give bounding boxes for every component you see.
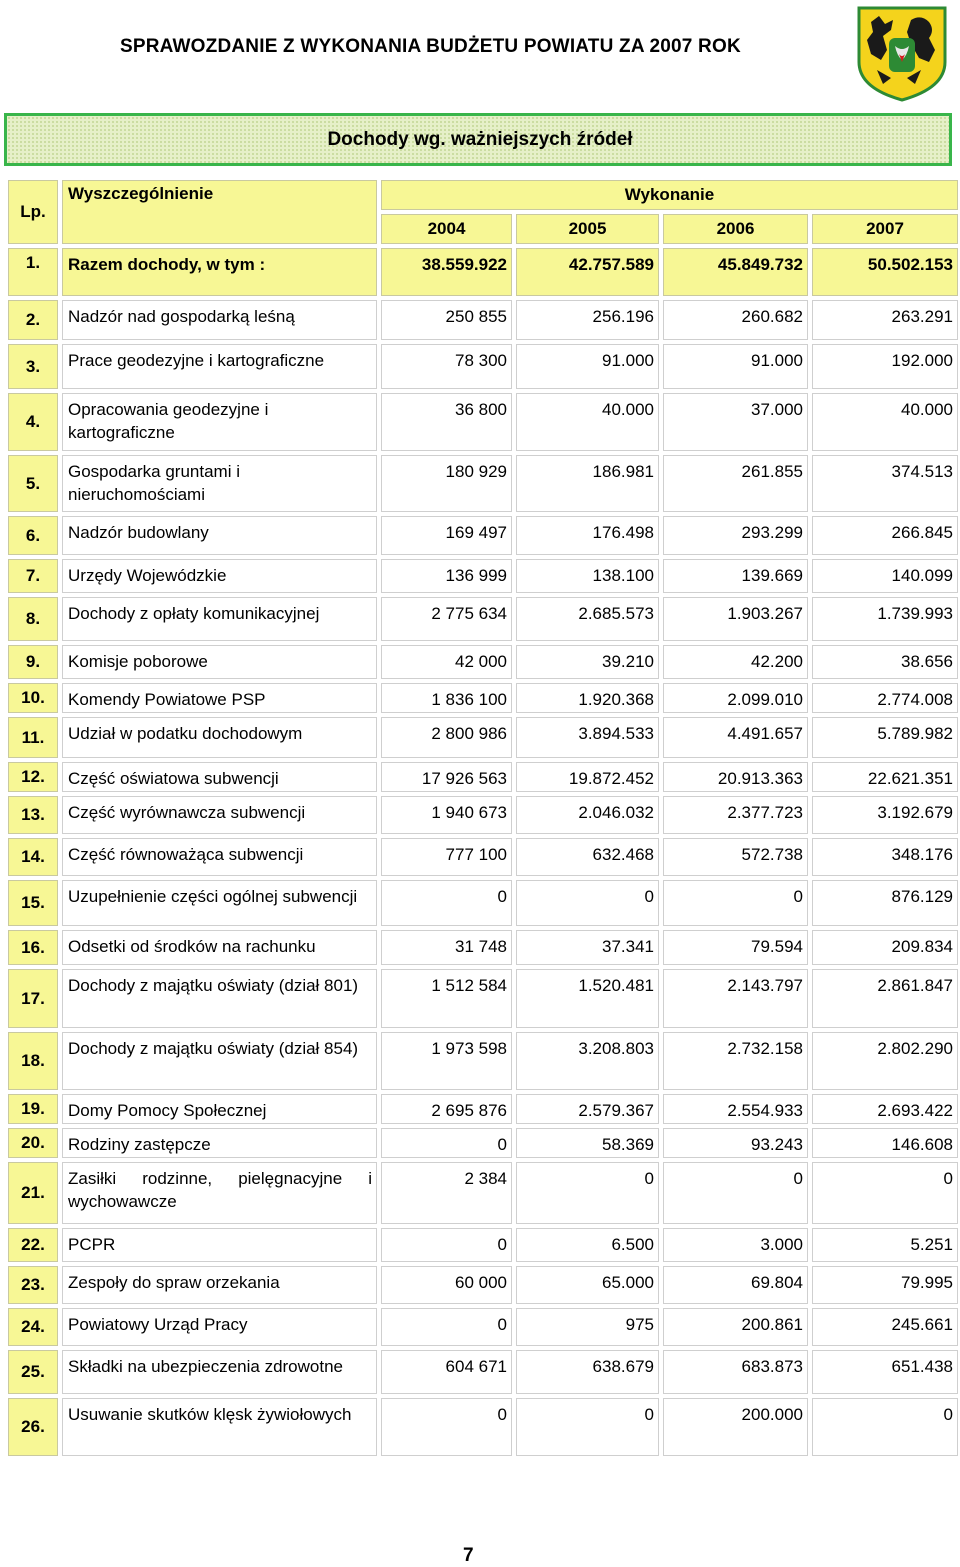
row-label: Opracowania geodezyjne i kartograficzne xyxy=(62,393,377,451)
row-value: 3.000 xyxy=(663,1228,808,1262)
row-value: 2 775 634 xyxy=(381,597,512,641)
row-value: 136 999 xyxy=(381,559,512,593)
table-row xyxy=(8,559,958,593)
row-value: 683.873 xyxy=(663,1350,808,1394)
row-value: 777 100 xyxy=(381,838,512,876)
row-label: Zespoły do spraw orzekania xyxy=(62,1266,377,1304)
row-value: 45.849.732 xyxy=(663,248,808,296)
row-value: 638.679 xyxy=(516,1350,659,1394)
row-number: 25. xyxy=(8,1350,58,1394)
header-description: Wyszczególnienie xyxy=(62,180,377,244)
row-label: Dochody z opłaty komunikacyjnej xyxy=(62,597,377,641)
table-row-total xyxy=(8,248,958,296)
row-value: 348.176 xyxy=(812,838,958,876)
row-value: 1.903.267 xyxy=(663,597,808,641)
row-label: Usuwanie skutków klęsk żywiołowych xyxy=(62,1398,377,1456)
row-number: 26. xyxy=(8,1398,58,1456)
row-value: 93.243 xyxy=(663,1128,808,1158)
row-value: 5.251 xyxy=(812,1228,958,1262)
row-value: 975 xyxy=(516,1308,659,1346)
table-row xyxy=(8,393,958,451)
table-row xyxy=(8,645,958,679)
subtitle-band xyxy=(4,113,952,166)
row-value: 0 xyxy=(812,1162,958,1224)
table-row xyxy=(8,1350,958,1394)
row-label: Składki na ubezpieczenia zdrowotne xyxy=(62,1350,377,1394)
row-number: 8. xyxy=(8,597,58,641)
row-label: Urzędy Wojewódzkie xyxy=(62,559,377,593)
table-row xyxy=(8,1128,958,1158)
table-row xyxy=(8,880,958,926)
row-value: 1.520.481 xyxy=(516,969,659,1028)
row-value: 1 940 673 xyxy=(381,796,512,834)
row-value: 209.834 xyxy=(812,930,958,965)
row-value: 50.502.153 xyxy=(812,248,958,296)
row-value: 2.685.573 xyxy=(516,597,659,641)
row-value: 250 855 xyxy=(381,300,512,340)
row-value: 58.369 xyxy=(516,1128,659,1158)
row-value: 31 748 xyxy=(381,930,512,965)
row-value: 2.693.422 xyxy=(812,1094,958,1124)
row-value: 0 xyxy=(381,1128,512,1158)
row-value: 604 671 xyxy=(381,1350,512,1394)
row-value: 69.804 xyxy=(663,1266,808,1304)
income-table xyxy=(4,176,960,1460)
row-value: 1.920.368 xyxy=(516,683,659,713)
table-row xyxy=(8,516,958,555)
row-value: 261.855 xyxy=(663,455,808,512)
row-number: 10. xyxy=(8,683,58,713)
row-number: 20. xyxy=(8,1128,58,1158)
row-number: 16. xyxy=(8,930,58,965)
row-value: 2.143.797 xyxy=(663,969,808,1028)
header-year: 2004 xyxy=(381,214,512,244)
row-number: 6. xyxy=(8,516,58,555)
row-value: 0 xyxy=(381,1308,512,1346)
row-value: 2 695 876 xyxy=(381,1094,512,1124)
row-number: 9. xyxy=(8,645,58,679)
table-row xyxy=(8,1228,958,1262)
header-year: 2007 xyxy=(812,214,958,244)
section-title: Dochody wg. ważniejszych źródeł xyxy=(327,128,633,150)
row-value: 2 800 986 xyxy=(381,717,512,758)
table-header-row xyxy=(8,180,958,210)
row-value: 0 xyxy=(812,1398,958,1456)
row-value: 3.192.679 xyxy=(812,796,958,834)
row-label: Część wyrównawcza subwencji xyxy=(62,796,377,834)
row-value: 19.872.452 xyxy=(516,762,659,792)
row-label: Prace geodezyjne i kartograficzne xyxy=(62,344,377,389)
row-value: 2.802.290 xyxy=(812,1032,958,1090)
row-value: 78 300 xyxy=(381,344,512,389)
row-value: 22.621.351 xyxy=(812,762,958,792)
row-label: Udział w podatku dochodowym xyxy=(62,717,377,758)
row-number: 22. xyxy=(8,1228,58,1262)
row-value: 266.845 xyxy=(812,516,958,555)
row-value: 169 497 xyxy=(381,516,512,555)
row-value: 180 929 xyxy=(381,455,512,512)
row-value: 91.000 xyxy=(516,344,659,389)
row-value: 139.669 xyxy=(663,559,808,593)
table-row xyxy=(8,1308,958,1346)
row-label: Odsetki od środków na rachunku xyxy=(62,930,377,965)
row-value: 6.500 xyxy=(516,1228,659,1262)
row-number: 12. xyxy=(8,762,58,792)
row-label: Powiatowy Urząd Pracy xyxy=(62,1308,377,1346)
table-row xyxy=(8,683,958,713)
row-value: 42.200 xyxy=(663,645,808,679)
row-number: 5. xyxy=(8,455,58,512)
row-value: 200.861 xyxy=(663,1308,808,1346)
row-value: 40.000 xyxy=(812,393,958,451)
row-value: 374.513 xyxy=(812,455,958,512)
row-value: 17 926 563 xyxy=(381,762,512,792)
row-value: 2.099.010 xyxy=(663,683,808,713)
table-row xyxy=(8,597,958,641)
row-number: 11. xyxy=(8,717,58,758)
row-value: 42.757.589 xyxy=(516,248,659,296)
header-execution: Wykonanie xyxy=(381,180,958,210)
table-row xyxy=(8,930,958,965)
row-number: 17. xyxy=(8,969,58,1028)
row-value: 1 836 100 xyxy=(381,683,512,713)
row-value: 91.000 xyxy=(663,344,808,389)
row-value: 1 512 584 xyxy=(381,969,512,1028)
row-value: 176.498 xyxy=(516,516,659,555)
row-value: 0 xyxy=(663,880,808,926)
row-value: 0 xyxy=(381,880,512,926)
row-label: Dochody z majątku oświaty (dział 801) xyxy=(62,969,377,1028)
row-label: Gospodarka gruntami i nieruchomościami xyxy=(62,455,377,512)
row-value: 3.894.533 xyxy=(516,717,659,758)
table-row xyxy=(8,300,958,340)
row-value: 2.554.933 xyxy=(663,1094,808,1124)
row-number: 4. xyxy=(8,393,58,451)
row-value: 3.208.803 xyxy=(516,1032,659,1090)
row-value: 2.377.723 xyxy=(663,796,808,834)
row-value: 651.438 xyxy=(812,1350,958,1394)
table-row xyxy=(8,1094,958,1124)
coat-of-arms-icon xyxy=(855,4,949,102)
row-value: 36 800 xyxy=(381,393,512,451)
row-value: 0 xyxy=(381,1228,512,1262)
row-number: 13. xyxy=(8,796,58,834)
row-label: Część równoważąca subwencji xyxy=(62,838,377,876)
row-label: Razem dochody, w tym : xyxy=(62,248,377,296)
row-value: 1.739.993 xyxy=(812,597,958,641)
row-value: 0 xyxy=(516,1398,659,1456)
row-value: 37.341 xyxy=(516,930,659,965)
row-value: 1 973 598 xyxy=(381,1032,512,1090)
row-number: 2. xyxy=(8,300,58,340)
row-number: 19. xyxy=(8,1094,58,1124)
row-value: 146.608 xyxy=(812,1128,958,1158)
row-label: Nadzór nad gospodarką leśną xyxy=(62,300,377,340)
row-value: 0 xyxy=(381,1398,512,1456)
row-value: 632.468 xyxy=(516,838,659,876)
row-label: Domy Pomocy Społecznej xyxy=(62,1094,377,1124)
row-number: 24. xyxy=(8,1308,58,1346)
table-row xyxy=(8,717,958,758)
row-label: Zasiłki rodzinne, pielęgnacyjne i wychowawcze xyxy=(62,1162,377,1224)
row-value: 2.732.158 xyxy=(663,1032,808,1090)
row-label: Rodziny zastępcze xyxy=(62,1128,377,1158)
row-value: 0 xyxy=(516,1162,659,1224)
table-row xyxy=(8,796,958,834)
row-value: 5.789.982 xyxy=(812,717,958,758)
row-value: 4.491.657 xyxy=(663,717,808,758)
row-value: 37.000 xyxy=(663,393,808,451)
row-number: 14. xyxy=(8,838,58,876)
row-label: PCPR xyxy=(62,1228,377,1262)
row-value: 186.981 xyxy=(516,455,659,512)
row-number: 21. xyxy=(8,1162,58,1224)
table-row xyxy=(8,1162,958,1224)
row-value: 2.774.008 xyxy=(812,683,958,713)
row-value: 192.000 xyxy=(812,344,958,389)
row-value: 138.100 xyxy=(516,559,659,593)
row-value: 200.000 xyxy=(663,1398,808,1456)
row-value: 245.661 xyxy=(812,1308,958,1346)
row-value: 79.995 xyxy=(812,1266,958,1304)
row-value: 79.594 xyxy=(663,930,808,965)
row-value: 876.129 xyxy=(812,880,958,926)
row-value: 256.196 xyxy=(516,300,659,340)
header-year: 2006 xyxy=(663,214,808,244)
row-value: 0 xyxy=(663,1162,808,1224)
row-label: Nadzór budowlany xyxy=(62,516,377,555)
row-value: 293.299 xyxy=(663,516,808,555)
header-year: 2005 xyxy=(516,214,659,244)
row-number: 7. xyxy=(8,559,58,593)
page-number: 7 xyxy=(463,1545,474,1566)
row-value: 572.738 xyxy=(663,838,808,876)
table-row xyxy=(8,1398,958,1456)
table-row xyxy=(8,344,958,389)
table-row xyxy=(8,455,958,512)
row-label: Dochody z majątku oświaty (dział 854) xyxy=(62,1032,377,1090)
table-row xyxy=(8,762,958,792)
row-value: 2.579.367 xyxy=(516,1094,659,1124)
table-row xyxy=(8,1266,958,1304)
row-number: 15. xyxy=(8,880,58,926)
row-label: Komisje poborowe xyxy=(62,645,377,679)
row-number: 3. xyxy=(8,344,58,389)
row-value: 38.656 xyxy=(812,645,958,679)
row-value: 65.000 xyxy=(516,1266,659,1304)
row-value: 0 xyxy=(516,880,659,926)
row-value: 39.210 xyxy=(516,645,659,679)
row-value: 60 000 xyxy=(381,1266,512,1304)
row-number: 23. xyxy=(8,1266,58,1304)
row-value: 2.046.032 xyxy=(516,796,659,834)
row-number: 18. xyxy=(8,1032,58,1090)
row-value: 42 000 xyxy=(381,645,512,679)
row-value: 20.913.363 xyxy=(663,762,808,792)
header-lp: Lp. xyxy=(8,180,58,244)
row-label: Uzupełnienie części ogólnej subwencji xyxy=(62,880,377,926)
row-value: 140.099 xyxy=(812,559,958,593)
row-value: 38.559.922 xyxy=(381,248,512,296)
report-title: SPRAWOZDANIE Z WYKONANIA BUDŻETU POWIATU ZA 2007 ROK xyxy=(120,36,741,57)
row-value: 2.861.847 xyxy=(812,969,958,1028)
row-value: 263.291 xyxy=(812,300,958,340)
row-label: Część oświatowa subwencji xyxy=(62,762,377,792)
row-number: 1. xyxy=(8,248,58,296)
table-row xyxy=(8,838,958,876)
row-value: 40.000 xyxy=(516,393,659,451)
row-label: Komendy Powiatowe PSP xyxy=(62,683,377,713)
table-row xyxy=(8,969,958,1028)
row-value: 2 384 xyxy=(381,1162,512,1224)
row-value: 260.682 xyxy=(663,300,808,340)
table-row xyxy=(8,1032,958,1090)
